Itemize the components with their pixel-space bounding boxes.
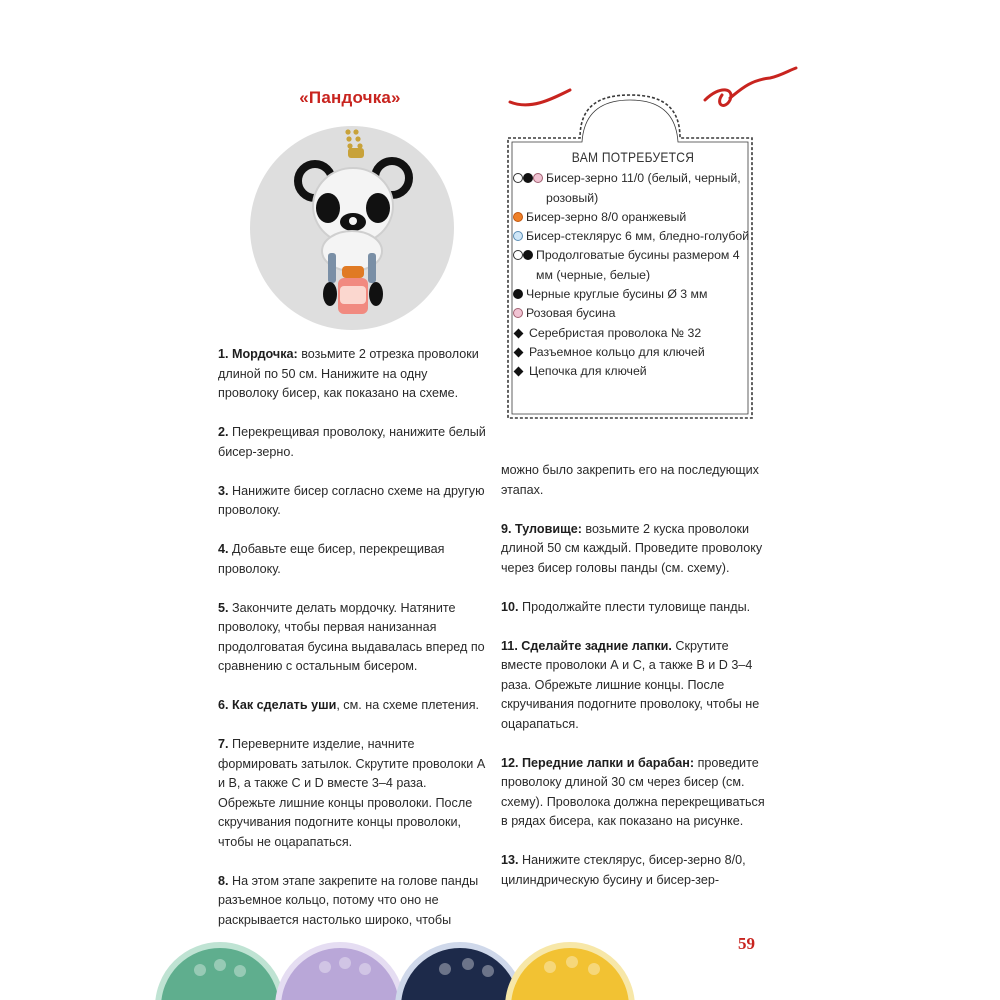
bead-samples-strip	[150, 935, 650, 1000]
step-7: 7. Переверните изделие, начните формировать затылок. Скрутите проволоки А и В, а также С и D вместе 3–4 раза. Обрежьте лишние концы проволоки. После скручивания подогните концы проволоки, чтобы не оцарапаться.	[218, 737, 486, 849]
panda-photo	[250, 126, 454, 330]
instructions-right-column	[501, 461, 771, 910]
black-bead-icon	[523, 173, 533, 183]
page-number: 59	[738, 934, 755, 953]
material-item: Цепочка для ключей	[513, 362, 753, 381]
materials-list	[513, 148, 753, 382]
material-item: Бисер-стеклярус 6 мм, бледно-голубой	[513, 227, 753, 246]
step-13: 13. Нанижите стеклярус, бисер-зерно 8/0, цилиндрическую бусину и бисер-зер-	[501, 853, 746, 887]
blue-bead-icon	[513, 231, 523, 241]
material-item: Черные круглые бусины Ø 3 мм	[513, 285, 753, 304]
pink-bead-icon	[533, 173, 543, 183]
step-6: 6. Как сделать уши, см. на схеме плетения.	[218, 698, 480, 712]
diamond-bullet-icon	[514, 328, 524, 338]
step-8-continued: можно было закрепить его на последующих этапах.	[501, 463, 759, 497]
step-1: 1. Мордочка: возьмите 2 отрезка проволоки длиной по 50 см. Нанижите на одну проволоку бисер, как показано на схеме.	[218, 347, 479, 400]
orange-bead-icon	[513, 212, 523, 222]
step-12: 12. Передние лапки и барабан: проведите проволоку длиной 30 см через бисер (см. схему). Проволока должна перекрещиваться в рядах бисера, как показано на рисунке.	[501, 755, 765, 828]
step-10: 10. Продолжайте плести туловище панды.	[501, 599, 751, 614]
material-item: Продолговатые бусины размером 4 мм (черные, белые)	[513, 246, 753, 285]
materials-title: ВАМ ПОТРЕБУЕТСЯ	[571, 149, 695, 165]
black-bead-icon	[513, 289, 523, 299]
instructions-left-column	[218, 345, 486, 950]
panda-figure-icon	[250, 126, 454, 330]
material-item: Разъемное кольцо для ключей	[513, 343, 753, 362]
step-8: 8. На этом этапе закрепите на голове панды разъемное кольцо, потому что оно не раскрывается настолько широко, чтобы	[218, 873, 479, 927]
step-2: 2. Перекрещивая проволоку, нанижите белый бисер-зерно.	[218, 425, 486, 459]
material-item: Бисер-зерно 8/0 оранжевый	[513, 208, 753, 227]
diamond-bullet-icon	[514, 348, 524, 358]
step-11: 11. Сделайте задние лапки. Скрутите вместе проволоки А и С, а также В и D 3–4 раза. Обрежьте лишние концы. После скручивания подогните проволоку, чтобы не оцарапаться.	[501, 638, 760, 731]
pink-bead-icon	[513, 308, 523, 318]
step-5: 5. Закончите делать мордочку. Натяните проволоку, чтобы первая нанизанная продолговатая бусина выдавалась вперед по сравнению с остальным бисером.	[218, 600, 485, 673]
diamond-bullet-icon	[514, 367, 524, 377]
material-item: Серебристая проволока № 32	[513, 324, 753, 343]
material-item: Бисер-зерно 11/0 (белый, черный, розовый)	[513, 169, 753, 208]
step-4: 4. Добавьте еще бисер, перекрещивая проволоку.	[218, 542, 445, 576]
black-bead-icon	[523, 250, 533, 260]
material-item: Розовая бусина	[513, 304, 753, 323]
page-title: «Пандочка»	[299, 88, 401, 107]
white-bead-icon	[513, 250, 523, 260]
step-3: 3. Нанижите бисер согласно схеме на другую проволоку.	[218, 483, 485, 517]
step-9: 9. Туловище: возьмите 2 куска проволоки длиной 50 см каждый. Проведите проволоку через бисер головы панды (см. схему).	[501, 521, 763, 575]
white-bead-icon	[513, 173, 523, 183]
